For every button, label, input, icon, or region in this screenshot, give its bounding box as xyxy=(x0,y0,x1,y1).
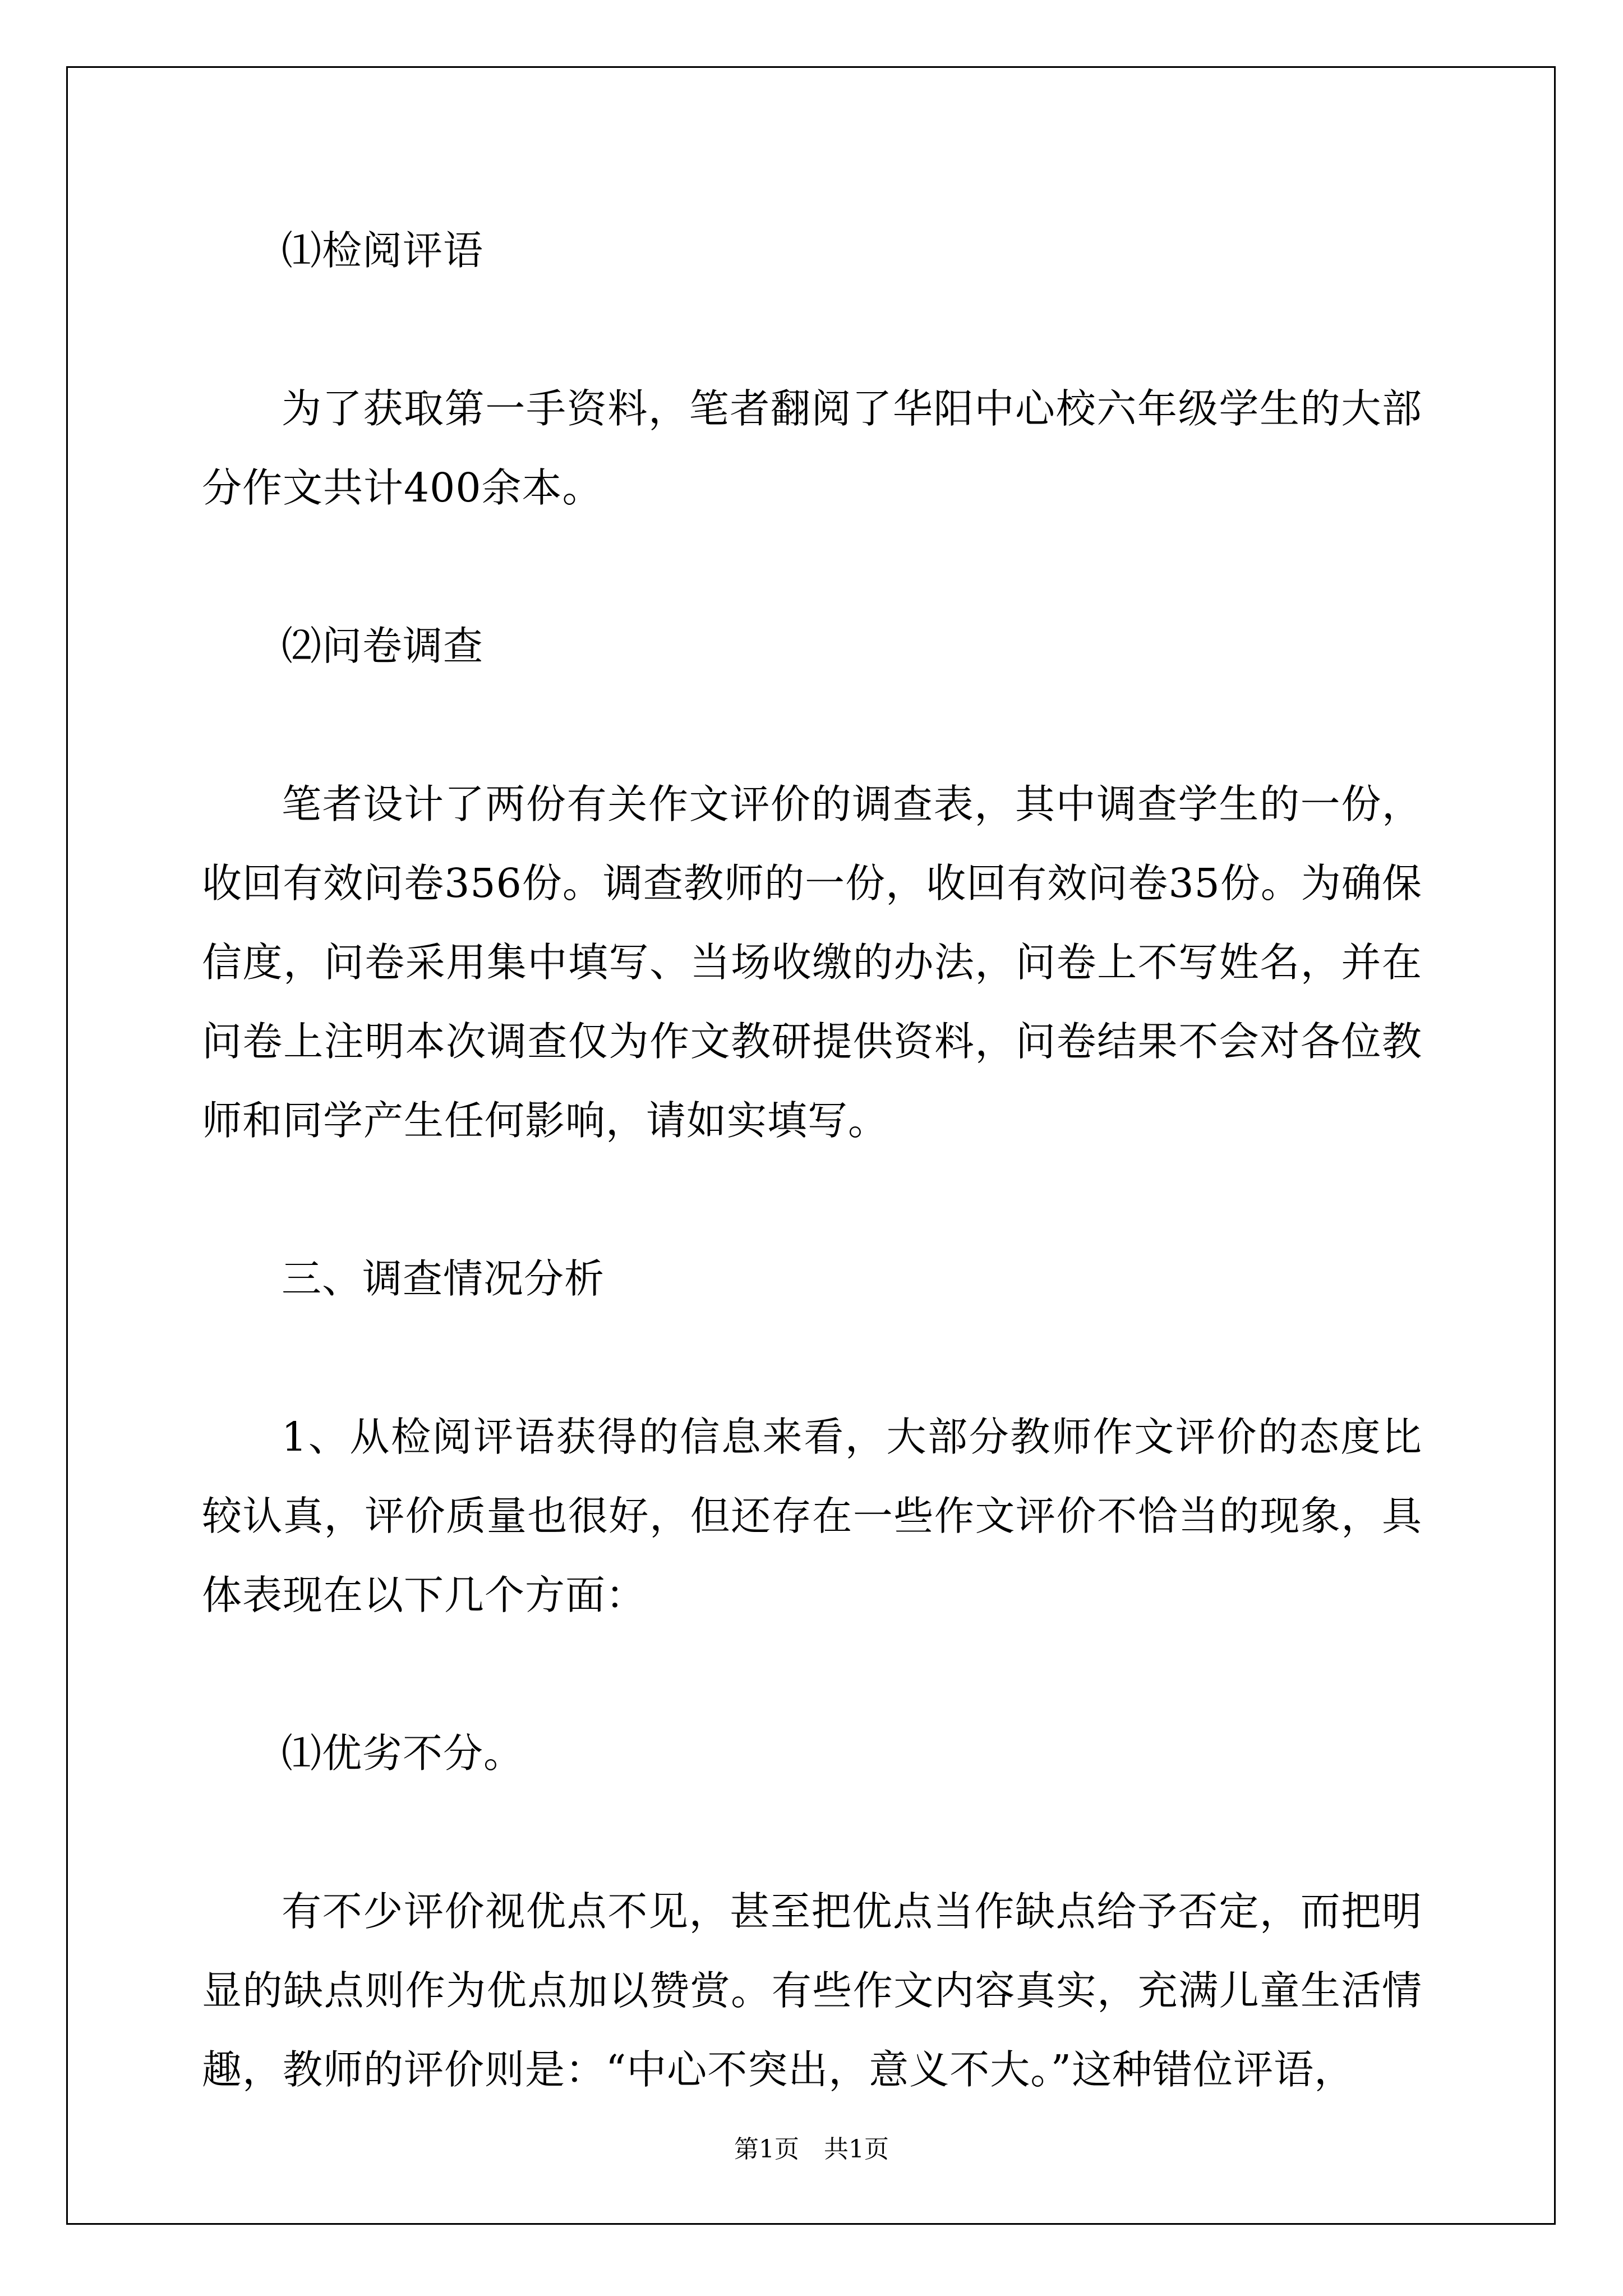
paragraph-no-distinction-details: 有不少评价视优点不见，甚至把优点当作缺点给予否定，而把明显的缺点则作为优点加以赞赏。有些作文内容真实，充满儿童生活情趣，教师的评价则是：“中心不突出，意义不大。”这种错位评语， xyxy=(202,1888,1422,2093)
heading-survey-analysis: 三、调查情况分析 xyxy=(282,1255,605,1302)
page-total: 共1页 xyxy=(824,2135,889,2164)
page-number: 第1页 xyxy=(734,2135,799,2164)
heading-questionnaire: ⑵问卷调查 xyxy=(282,623,484,669)
paragraph-questionnaire-details: 笔者设计了两份有关作文评价的调查表，其中调查学生的一份，收回有效问卷356份。调查教师的一份，收回有效问卷35份。为确保信度，问卷采用集中填写、当场收缴的办法，问卷上不写姓名，并在问卷上注明本次调查仅为作文教研提供资料，问卷结果不会对各位教师和同学产生任何影响，请如实填写。 xyxy=(202,781,1422,1144)
page-footer xyxy=(0,2133,1623,2166)
heading-no-distinction: ⑴优劣不分。 xyxy=(282,1730,524,1777)
paragraph-review-findings: 1、从检阅评语获得的信息来看，大部分教师作文评价的态度比较认真，评价质量也很好，但还存在一些作文评价不恰当的现象，具体表现在以下几个方面： xyxy=(202,1414,1422,1618)
heading-review-comments: ⑴检阅评语 xyxy=(282,227,484,274)
paragraph-review-materials: 为了获取第一手资料，笔者翻阅了华阳中心校六年级学生的大部分作文共计400余本。 xyxy=(202,385,1422,511)
document-body xyxy=(202,211,1422,2109)
